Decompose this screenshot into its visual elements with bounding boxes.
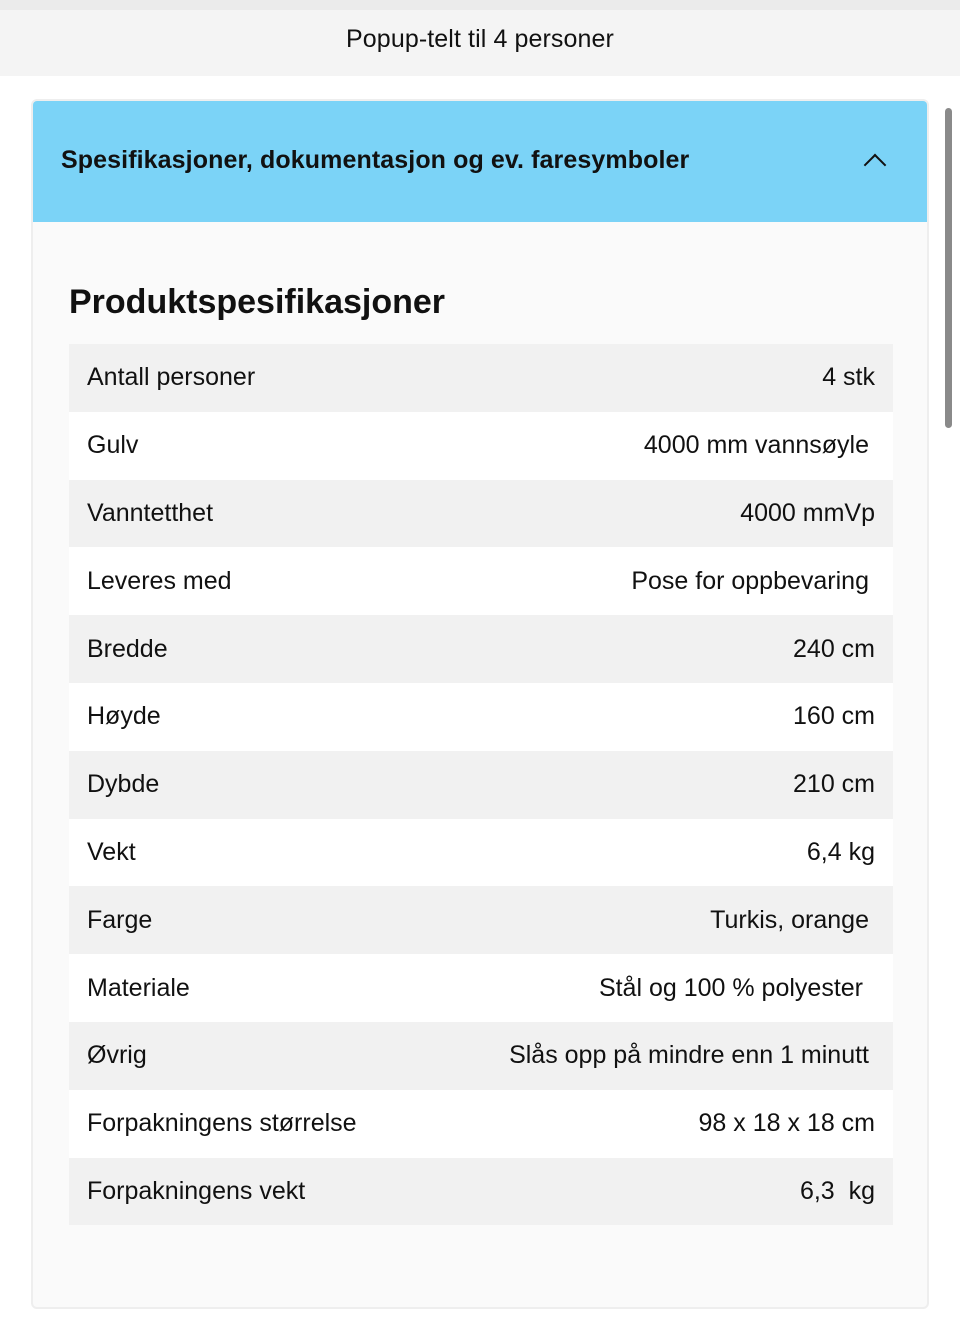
spec-value: 6,4 kg bbox=[806, 837, 875, 866]
spec-row bbox=[69, 1158, 893, 1226]
spec-row bbox=[69, 1090, 893, 1158]
scrollbar[interactable] bbox=[945, 108, 952, 428]
spec-label: Dybde bbox=[87, 770, 160, 799]
spec-label: Materiale bbox=[87, 973, 190, 1002]
spec-row bbox=[69, 1022, 893, 1090]
spec-table bbox=[69, 344, 893, 1225]
spec-value: 160 cm bbox=[793, 702, 875, 731]
section-title: Produktspesifikasjoner bbox=[69, 283, 446, 321]
spec-value: 210 cm bbox=[793, 770, 875, 799]
spec-label: Øvrig bbox=[87, 1041, 147, 1070]
specifications-accordion-toggle[interactable] bbox=[31, 99, 929, 222]
chevron-up-icon[interactable] bbox=[863, 150, 885, 172]
spec-label: Høyde bbox=[87, 702, 161, 731]
spec-value: Turkis, orange bbox=[710, 905, 869, 934]
spec-label: Forpakningens størrelse bbox=[87, 1109, 357, 1138]
spec-label: Leveres med bbox=[87, 566, 232, 595]
spec-value: 4000 mm vannsøyle bbox=[643, 431, 869, 460]
specifications-card bbox=[31, 99, 929, 1309]
spec-row bbox=[69, 886, 893, 954]
spec-value: Pose for oppbevaring bbox=[631, 566, 869, 595]
top-bar bbox=[0, 0, 960, 76]
spec-label: Gulv bbox=[87, 431, 139, 460]
spec-value: 98 x 18 x 18 cm bbox=[698, 1109, 875, 1138]
spec-value: Stål og 100 % polyester bbox=[598, 973, 863, 1002]
spec-row bbox=[69, 615, 893, 683]
spec-label: Vanntetthet bbox=[87, 498, 214, 527]
spec-row bbox=[69, 954, 893, 1022]
spec-label: Farge bbox=[87, 905, 153, 934]
spec-row bbox=[69, 751, 893, 819]
spec-value: 4 stk bbox=[822, 363, 875, 392]
spec-label: Antall personer bbox=[87, 363, 256, 392]
spec-value: 6,3 kg bbox=[799, 1176, 875, 1205]
spec-label: Forpakningens vekt bbox=[87, 1176, 306, 1205]
spec-row bbox=[69, 344, 893, 412]
accordion-title: Spesifikasjoner, dokumentasjon og ev. faresymboler bbox=[61, 146, 690, 174]
spec-value: Slås opp på mindre enn 1 minutt bbox=[509, 1041, 869, 1070]
spec-value: 4000 mmVp bbox=[740, 498, 875, 527]
spec-value: 240 cm bbox=[793, 634, 875, 663]
spec-row bbox=[69, 547, 893, 615]
spec-row bbox=[69, 412, 893, 480]
page-title: Popup-telt til 4 personer bbox=[346, 24, 614, 53]
spec-label: Vekt bbox=[87, 837, 136, 866]
spec-label: Bredde bbox=[87, 634, 168, 663]
spec-row bbox=[69, 683, 893, 751]
spec-row bbox=[69, 819, 893, 887]
spec-row bbox=[69, 480, 893, 548]
